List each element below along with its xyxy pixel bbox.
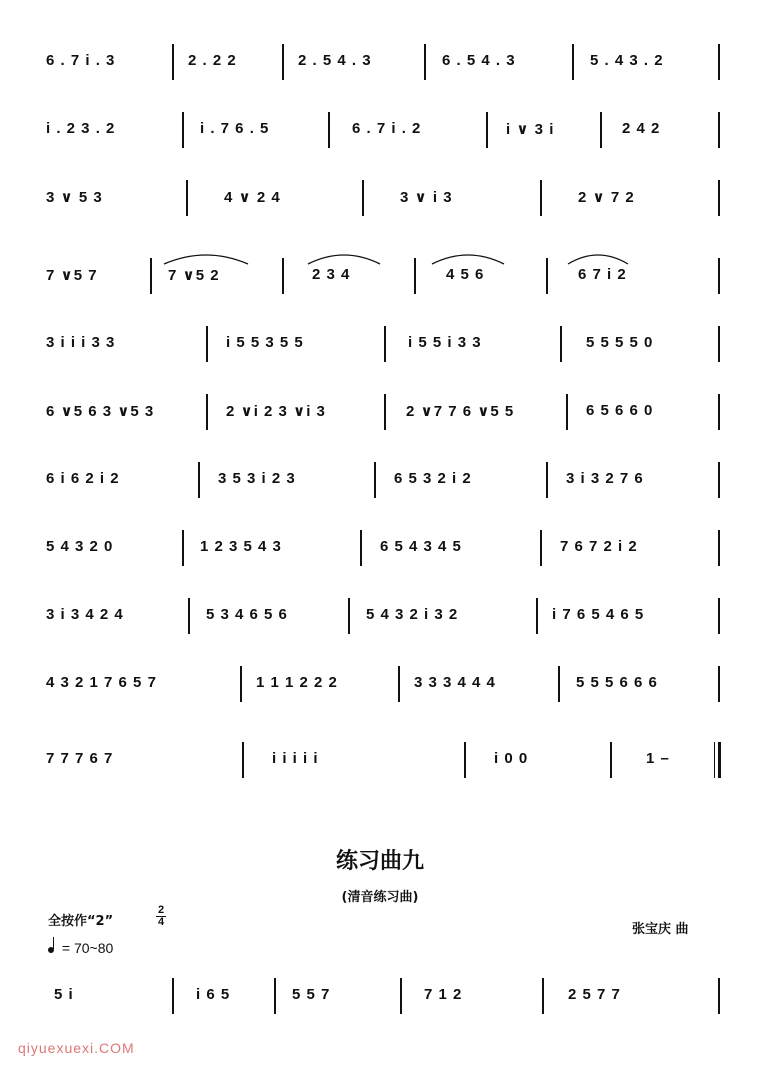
- measure: 4 3 2 1 7 6 5 7: [46, 674, 157, 691]
- bar-line: [718, 462, 720, 498]
- bar-line: [384, 394, 386, 430]
- bar-line: [536, 598, 538, 634]
- measure: 3 i 3 2 7 6: [566, 470, 644, 487]
- slur-mark: [46, 248, 726, 268]
- composer-credit: 张宝庆 曲: [632, 922, 689, 937]
- staff-row-6: [46, 402, 726, 432]
- measure: 7 6 7 2 i 2: [560, 538, 638, 555]
- measure: 5 3 4 6 5 6: [206, 606, 288, 623]
- measure: i . 2 3 . 2: [46, 120, 116, 137]
- measure: 3 i i i 3 3: [46, 334, 116, 351]
- key-signature: 全按作“2”: [48, 914, 114, 929]
- measure: i 7 6 5 4 6 5: [552, 606, 645, 623]
- measure: 6 ∨5 6 3 ∨5 3: [46, 403, 155, 420]
- bar-line: [464, 742, 466, 778]
- measure: 4 5 6: [446, 266, 485, 283]
- measure: 3 5 3 i 2 3: [218, 470, 296, 487]
- piece-title: 练习曲九: [335, 849, 424, 874]
- bar-line: [182, 530, 184, 566]
- bar-line: [282, 44, 284, 80]
- measure: i ∨ 3 i: [506, 121, 555, 138]
- bar-line: [186, 180, 188, 216]
- bar-line: [610, 742, 612, 778]
- final-bar-thick: [718, 742, 721, 778]
- measure: 3 3 3 4 4 4: [414, 674, 496, 691]
- measure: 7 1 2: [424, 986, 463, 1003]
- measure: 6 7 i 2: [578, 266, 627, 283]
- staff-row-11: [46, 750, 726, 780]
- staff-row-final: [46, 986, 726, 1016]
- bar-line: [362, 180, 364, 216]
- time-signature: [156, 905, 166, 928]
- staff-row-3: [46, 188, 726, 218]
- measure: 5 4 3 2 i 3 2: [366, 606, 459, 623]
- measure: i 5 5 3 5 5: [226, 334, 304, 351]
- bar-line: [572, 44, 574, 80]
- measure: 1 1 1 2 2 2: [256, 674, 338, 691]
- bar-line: [328, 112, 330, 148]
- bar-line: [718, 258, 720, 294]
- quarter-note-icon: [48, 947, 54, 953]
- measure: 2 . 5 4 . 3: [298, 52, 372, 69]
- measure: 7 ∨5 2: [168, 267, 220, 284]
- measure: 2 ∨i 2 3 ∨i 3: [226, 403, 326, 420]
- bar-line: [718, 112, 720, 148]
- tempo-marking: [48, 940, 113, 956]
- staff-row-10: [46, 674, 726, 704]
- measure: i 6 5: [196, 986, 231, 1003]
- bar-line: [206, 326, 208, 362]
- bar-line: [274, 978, 276, 1014]
- bar-line: [718, 180, 720, 216]
- measure: 7 7 7 6 7: [46, 750, 114, 767]
- measure: i 0 0: [494, 750, 529, 767]
- measure: 2 5 7 7: [568, 986, 621, 1003]
- final-bar-thin: [714, 742, 715, 778]
- bar-line: [172, 44, 174, 80]
- bar-line: [424, 44, 426, 80]
- bar-line: [150, 258, 152, 294]
- measure: 6 5 6 6 0: [586, 402, 654, 419]
- measure: i 5 5 i 3 3: [408, 334, 482, 351]
- bar-line: [414, 258, 416, 294]
- measure: 5 . 4 3 . 2: [590, 52, 664, 69]
- measure: 2 ∨7 7 6 ∨5 5: [406, 403, 515, 420]
- measure: i . 7 6 . 5: [200, 120, 270, 137]
- time-signature-top: 2: [157, 904, 165, 916]
- measure: 2 4 2: [622, 120, 661, 137]
- bar-line: [206, 394, 208, 430]
- staff-row-5: [46, 334, 726, 364]
- measure: 2 ∨ 7 2: [578, 189, 635, 206]
- bar-line: [718, 978, 720, 1014]
- measure: 3 ∨ i 3: [400, 189, 453, 206]
- bar-line: [172, 978, 174, 1014]
- bar-line: [540, 180, 542, 216]
- bar-line: [718, 530, 720, 566]
- measure: 5 5 7: [292, 986, 331, 1003]
- bar-line: [348, 598, 350, 634]
- bar-line: [566, 394, 568, 430]
- bar-line: [718, 394, 720, 430]
- measure: 7 ∨5 7: [46, 267, 98, 284]
- bar-line: [398, 666, 400, 702]
- measure: 6 . 7 i . 3: [46, 52, 116, 69]
- bar-line: [384, 326, 386, 362]
- measure: 6 . 5 4 . 3: [442, 52, 516, 69]
- staff-row-8: [46, 538, 726, 568]
- staff-row-2: [46, 120, 726, 150]
- measure: 3 i 3 4 2 4: [46, 606, 124, 623]
- bar-line: [182, 112, 184, 148]
- bar-line: [542, 978, 544, 1014]
- bar-line: [600, 112, 602, 148]
- tempo-value: = 70~80: [61, 940, 114, 956]
- staff-row-4: [46, 266, 726, 296]
- bar-line: [240, 666, 242, 702]
- bar-line: [374, 462, 376, 498]
- bar-line: [718, 326, 720, 362]
- measure: 1 –: [646, 750, 670, 767]
- bar-line: [360, 530, 362, 566]
- measure: 6 5 4 3 4 5: [380, 538, 462, 555]
- measure: 2 . 2 2: [188, 52, 237, 69]
- bar-line: [540, 530, 542, 566]
- measure: 6 5 3 2 i 2: [394, 470, 472, 487]
- measure: 2 3 4: [312, 266, 351, 283]
- bar-line: [718, 44, 720, 80]
- bar-line: [560, 326, 562, 362]
- bar-line: [188, 598, 190, 634]
- bar-line: [242, 742, 244, 778]
- bar-line: [282, 258, 284, 294]
- staff-row-1: [46, 52, 726, 82]
- bar-line: [718, 598, 720, 634]
- measure: 3 ∨ 5 3: [46, 189, 103, 206]
- measure: 5 i: [54, 986, 74, 1003]
- measure: 6 . 7 i . 2: [352, 120, 422, 137]
- measure: i i i i i: [272, 750, 319, 767]
- bar-line: [198, 462, 200, 498]
- staff-row-7: [46, 470, 726, 500]
- measure: 5 5 5 6 6 6: [576, 674, 658, 691]
- time-signature-bottom: 4: [157, 916, 165, 928]
- bar-line: [546, 258, 548, 294]
- staff-row-9: [46, 606, 726, 636]
- measure: 5 4 3 2 0: [46, 538, 114, 555]
- bar-line: [486, 112, 488, 148]
- bar-line: [558, 666, 560, 702]
- piece-subtitle: (清音练习曲): [341, 890, 419, 905]
- site-watermark: qiyuexuexi.COM: [18, 1040, 135, 1056]
- measure: 4 ∨ 2 4: [224, 189, 281, 206]
- bar-line: [718, 666, 720, 702]
- bar-line: [546, 462, 548, 498]
- measure: 6 i 6 2 i 2: [46, 470, 120, 487]
- measure: 1 2 3 5 4 3: [200, 538, 282, 555]
- measure: 5 5 5 5 0: [586, 334, 654, 351]
- bar-line: [400, 978, 402, 1014]
